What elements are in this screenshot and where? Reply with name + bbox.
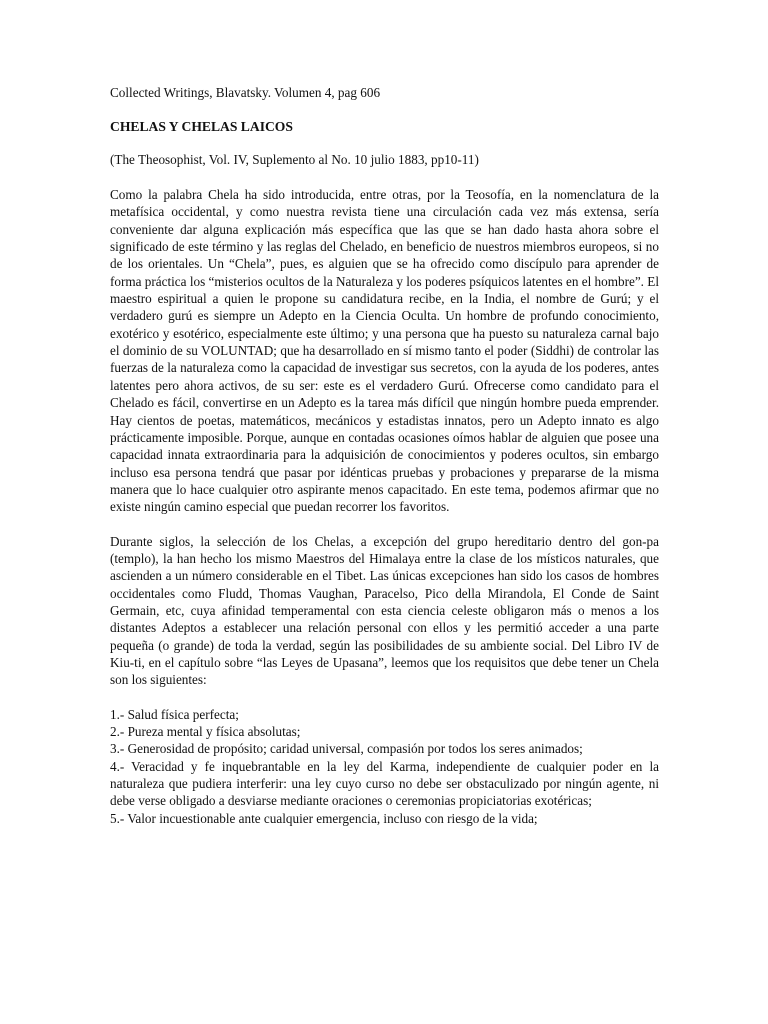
requirement-item-3: 3.- Generosidad de propósito; caridad universal, compasión por todos los seres animados; [110,741,583,757]
document-title: CHELAS Y CHELAS LAICOS [110,119,293,135]
requirements-list [110,706,659,827]
requirement-item-4: 4.- Veracidad y fe inquebrantable en la ley del Karma, independiente de cualquier poder en la naturaleza que pudiera interferir: una ley cuyo curso no debe ser obstaculizado por ningún agente, ni debe verse obligado a desviarse mediante oraciones o ceremonias propiciatorias exotéricas; [110,758,659,809]
body-paragraph-1: Como la palabra Chela ha sido introducida, entre otras, por la Teosofía, en la nomenclatura de la metafísica occidental, y como nuestra revista tiene una circulación cada vez más extensa, sería conveniente dar alguna explicación más específica que las que se han dado hasta ahora sobre el significado de este término y las reglas del Chelado, en beneficio de nuestros miembros europeos, si no de los orientales. Un “Chela”, pues, es alguien que se ha ofrecido como discípulo para aprender de forma práctica los “misterios ocultos de la Naturaleza y los poderes psíquicos latentes en el hombre”. El maestro espiritual a quien le propone su candidatura recibe, en la India, el nombre de Gurú; y el verdadero gurú es siempre un Adepto en la Ciencia Oculta. Un hombre de profundo conocimiento, exotérico y esotérico, especialmente este último; y una persona que ha puesto su naturaleza carnal bajo el dominio de su VOLUNTAD; que ha desarrollado en sí mismo tanto el poder (Siddhi) de controlar las fuerzas de la naturaleza como la capacidad de investigar sus secretos, con la ayuda de los poderes, antes latentes pero ahora activos, de su ser: este es el verdadero Gurú. Ofrecerse como candidato para el Chelado es fácil, convertirse en un Adepto es la tarea más difícil que ningún hombre pueda emprender. Hay cientos de poetas, matemáticos, mecánicos y estadistas innatos, pero un Adepto innato es algo prácticamente imposible. Porque, aunque en contadas ocasiones oímos hablar de alguien que posee una capacidad innata extraordinaria para la adquisición de conocimientos y poderes ocultos, sin embargo incluso esa persona tendrá que pasar por idénticas pruebas y probaciones y prepararse de la misma manera que lo hace cualquier otro aspirante menos capacitado. En este tema, podemos afirmar que no existe ningún camino especial que puedan recorrer los favoritos. [110,187,659,515]
publication-reference: (The Theosophist, Vol. IV, Suplemento al No. 10 julio 1883, pp10-11) [110,151,479,167]
body-paragraph-2: Durante siglos, la selección de los Chelas, a excepción del grupo hereditario dentro del gon-pa (templo), la han hecho los mismo Maestros del Himalaya entre la clase de los místicos naturales, que ascienden a un número considerable en el Tibet. Las únicas excepciones han sido los casos de hombres occidentales como Fludd, Thomas Vaughan, Paracelso, Pico della Mirandola, El Conde de Saint Germain, etc, cuya afinidad temperamental con esta ciencia celeste obligaron más o menos a los distantes Adeptos a establecer una relación personal con ellos y les permitió acceder a una parte pequeña (o grande) de toda la verdad, según las posibilidades de su ambiente social. Del Libro IV de Kiu-ti, en el capítulo sobre “las Leyes de Upasana”, leemos que los requisitos que debe tener un Chela son los siguientes: [110,533,659,688]
requirement-item-2: 2.- Pureza mental y física absolutas; [110,724,301,739]
requirement-item-1: 1.- Salud física perfecta; [110,706,239,722]
requirement-item-5: 5.- Valor incuestionable ante cualquier emergencia, incluso con riesgo de la vida; [110,810,538,826]
document-page [110,84,659,827]
source-reference: Collected Writings, Blavatsky. Volumen 4, pag 606 [110,85,381,100]
